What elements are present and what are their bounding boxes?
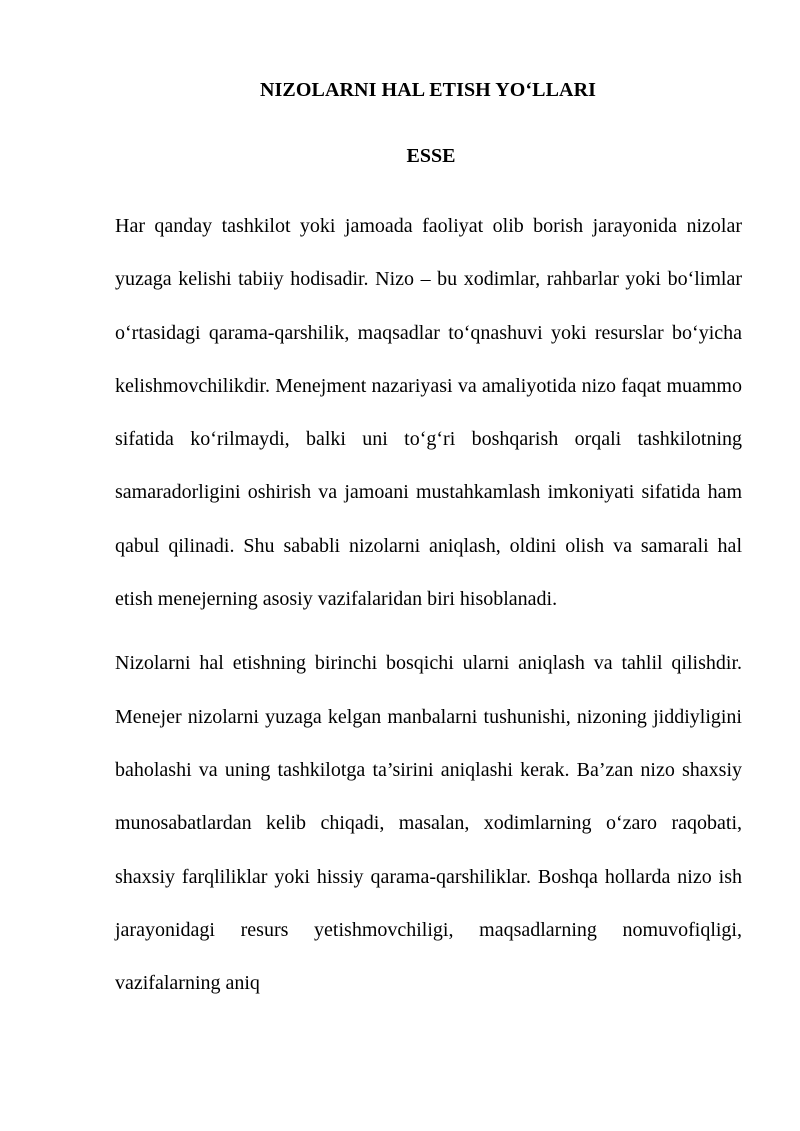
- paragraph: Har qanday tashkilot yoki jamoada faoliyat olib borish jarayonida nizolar yuzaga kelishi tabiiy hodisadir. Nizo – bu xodimlar, rahbarlar yoki bo‘limlar o‘rtasidagi qarama-qarshilik, maqsadlar to‘qnashuvi yoki resurslar bo‘yicha kelishmovchilikdir. Menejment nazariyasi va amaliyotida nizo faqat muammo sifatida ko‘rilmaydi, balki uni to‘g‘ri boshqarish orqali tashkilotning samaradorligini oshirish va jamoani mustahkamlash imkoniyati sifatida ham qabul qilinadi. Shu sababli nizolarni aniqlash, oldini olish va samarali hal etish menejerning asosiy vazifalaridan biri hisoblanadi.: [115, 215, 742, 611]
- paragraph: Nizolarni hal etishning birinchi bosqichi ularni aniqlash va tahlil qilishdir. Menejer nizolarni yuzaga kelgan manbalarni tushunishi, nizoning jiddiyligini baholashi va uning tashkilotga ta’sirini aniqlashi kerak. Ba’zan nizo shaxsiy munosabatlardan kelib chiqadi, masalan, xodimlarning o‘zaro raqobati, shaxsiy farqliliklar yoki hissiy qarama-qarshiliklar. Boshqa hollarda nizo ish jarayonidagi resurs yetishmovchiligi, maqsadlarning nomuvofiqligi, vazifalarning aniq: [115, 652, 742, 995]
- document-subtitle: ESSE: [406, 145, 456, 167]
- document-body: [115, 200, 742, 1010]
- document-title: NIZOLARNI HAL ETISH YO‘LLARI: [259, 79, 597, 101]
